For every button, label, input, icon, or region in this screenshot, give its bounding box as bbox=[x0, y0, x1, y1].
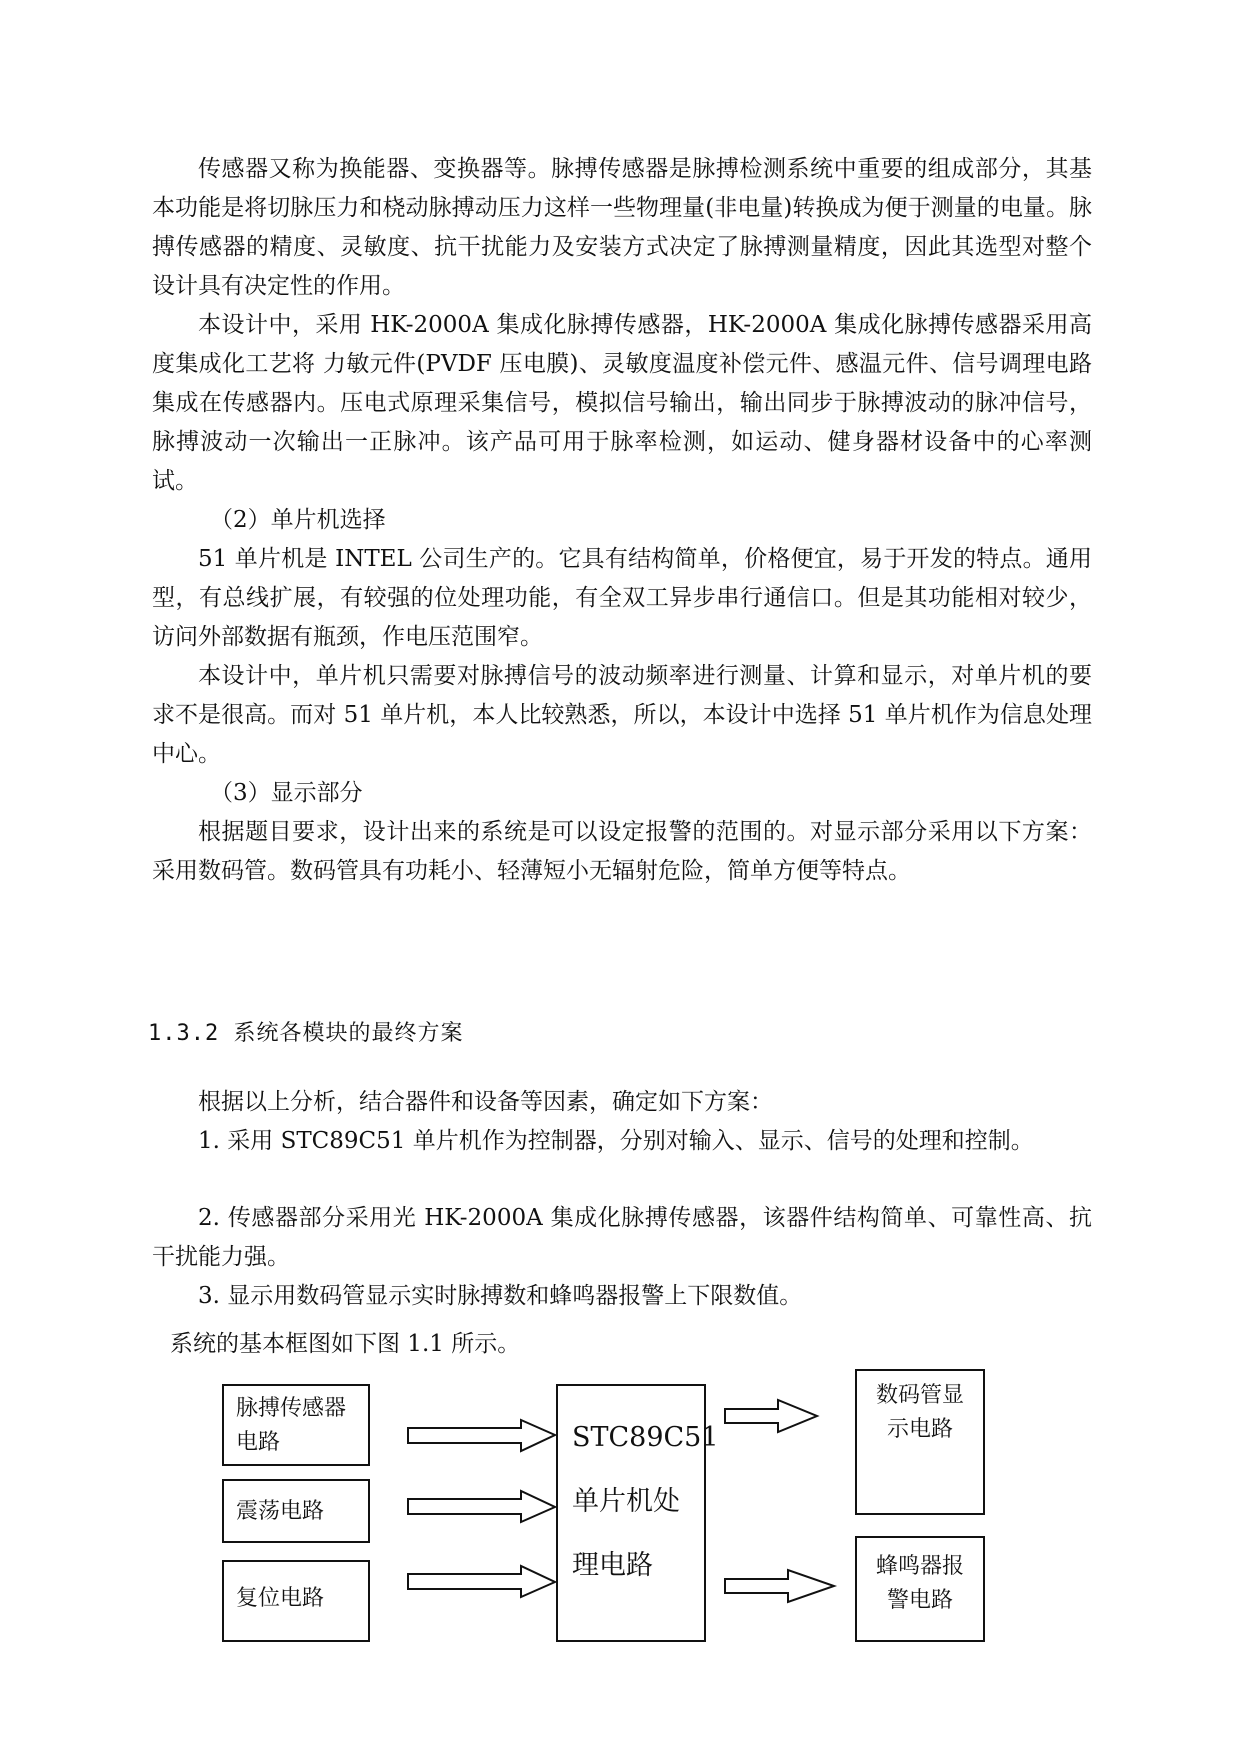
display-circuit-label: 数码管显 示电路 bbox=[875, 1383, 964, 1442]
reset-circuit-label: 复位电路 bbox=[236, 1586, 325, 1611]
paragraph-mcu-intro: 51 单片机是 INTEL 公司生产的。它具有结构简单，价格便宜，易于开发的特点。通用型，有总线扩展，有较强的位处理功能，有全双工异步串行通信口。但是其功能相对较少，访问外部数据有瓶颈，作电压范围窄。 bbox=[152, 546, 1092, 650]
final-item-1: 1. 采用 STC89C51 单片机作为控制器，分别对输入、显示、信号的处理和控制。 bbox=[198, 1128, 1034, 1154]
mcu-processing-label: STC89C51 单片机处 理电路 bbox=[572, 1422, 719, 1581]
section-heading: 1.3.2 系统各模块的最终方案 bbox=[148, 1021, 464, 1046]
arrow-sensor-to-mcu bbox=[408, 1420, 555, 1451]
arrow-mcu-to-display bbox=[725, 1400, 817, 1432]
paragraph-display: 根据题目要求，设计出来的系统是可以设定报警的范围的。对显示部分采用以下方案：采用数码管。数码管具有功耗小、轻薄短小无辐射危险，简单方便等特点。 bbox=[152, 819, 1092, 884]
paragraph-sensor-design: 本设计中，采用 HK-2000A 集成化脉搏传感器，HK-2000A 集成化脉搏传感器采用高度集成化工艺将 力敏元件(PVDF 压电膜)、灵敏度温度补偿元件、感温元件、信号调理电路集成在传感器内。压电式原理采集信号，模拟信号输出，输出同步于脉搏波动的脉冲信号，脉搏波动一次输出一正脉冲。该产品可用于脉率检测，如运动、健身器材设备中的心率测试。 bbox=[152, 312, 1092, 494]
final-item-2: 2. 传感器部分采用光 HK-2000A 集成化脉搏传感器，该器件结构简单、可靠性高、抗干扰能力强。 bbox=[152, 1205, 1092, 1270]
subheading-mcu-selection: （2）单片机选择 bbox=[210, 507, 386, 533]
final-intro: 根据以上分析，结合器件和设备等因素，确定如下方案： bbox=[198, 1089, 773, 1115]
subheading-display: （3）显示部分 bbox=[210, 780, 363, 806]
figure-caption: 系统的基本框图如下图 1.1 所示。 bbox=[170, 1331, 521, 1357]
final-item-3: 3. 显示用数码管显示实时脉搏数和蜂鸣器报警上下限数值。 bbox=[198, 1283, 803, 1309]
sensor-circuit-label: 脉搏传感器 电路 bbox=[236, 1396, 347, 1455]
arrow-oscillator-to-mcu bbox=[408, 1491, 555, 1522]
paragraph-mcu-design: 本设计中，单片机只需要对脉搏信号的波动频率进行测量、计算和显示，对单片机的要求不是很高。而对 51 单片机，本人比较熟悉，所以，本设计中选择 51 单片机作为信息处理中心。 bbox=[152, 663, 1092, 767]
arrow-mcu-to-buzzer bbox=[725, 1570, 834, 1602]
buzzer-alarm-label: 蜂鸣器报 警电路 bbox=[875, 1554, 964, 1613]
oscillator-circuit-label: 震荡电路 bbox=[236, 1499, 325, 1524]
paragraph-sensor-intro: 传感器又称为换能器、变换器等。脉搏传感器是脉搏检测系统中重要的组成部分，其基本功能是将切脉压力和桡动脉搏动压力这样一些物理量(非电量)转换成为便于测量的电量。脉搏传感器的精度、灵敏度、抗干扰能力及安装方式决定了脉搏测量精度，因此其选型对整个设计具有决定性的作用。 bbox=[152, 156, 1092, 299]
arrow-reset-to-mcu bbox=[408, 1566, 555, 1597]
